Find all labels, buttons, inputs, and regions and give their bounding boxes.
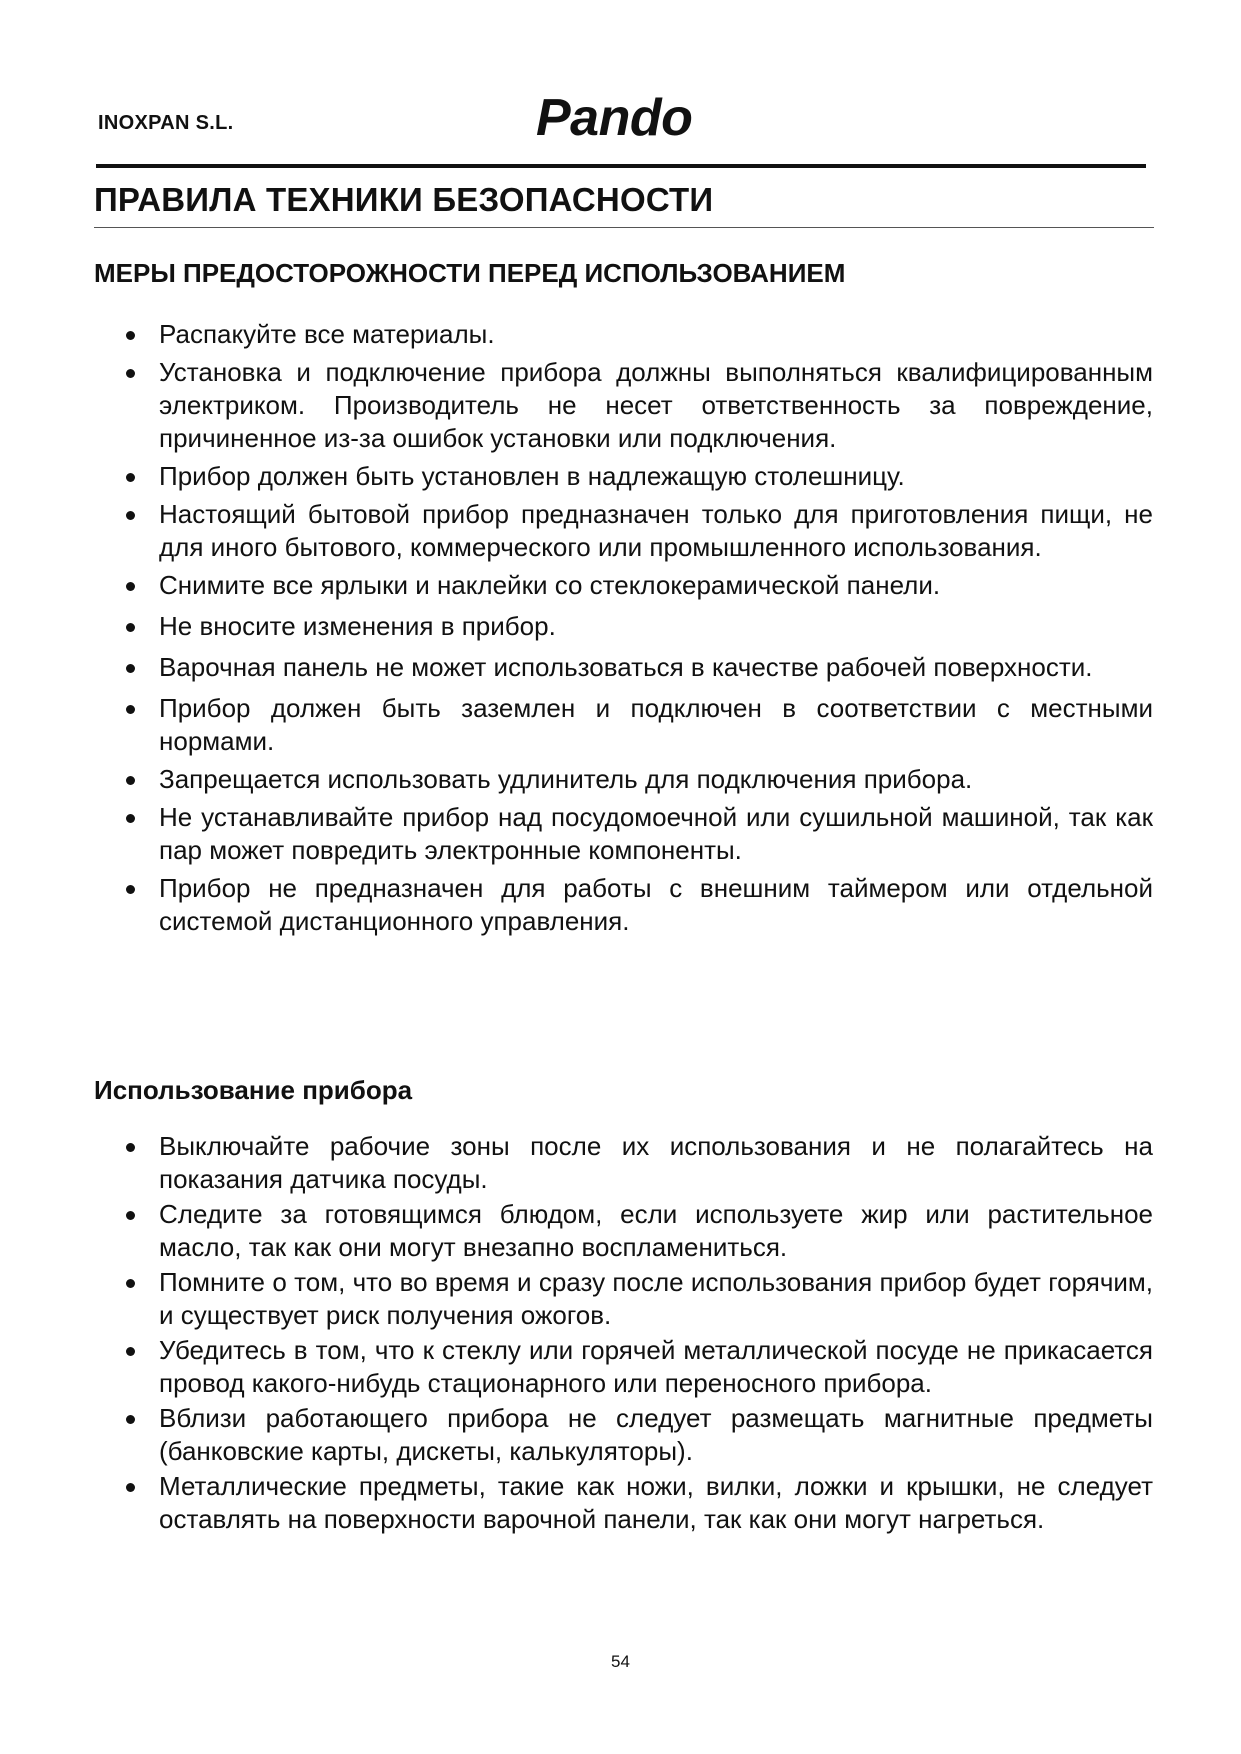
company-name: INOXPAN S.L.: [98, 112, 234, 134]
bullet-icon: [126, 1415, 135, 1424]
bullet-icon: [126, 623, 135, 632]
precautions-list: [0, 318, 1241, 943]
list-item: [0, 872, 1153, 938]
list-item-text: Помните о том, что во время и сразу после использования прибор будет горячим, и существует риск получения ожогов.: [159, 1267, 1153, 1330]
list-item-text: Прибор должен быть установлен в надлежащую столешницу.: [159, 461, 905, 491]
list-item: [0, 1266, 1153, 1332]
bullet-icon: [126, 1483, 135, 1492]
list-item-text: Следите за готовящимся блюдом, если используете жир или растительное масло, так как они могут внезапно воспламениться.: [159, 1199, 1153, 1262]
list-item: [0, 569, 1153, 602]
title-divider: [94, 227, 1154, 228]
section-heading-precautions: МЕРЫ ПРЕДОСТОРОЖНОСТИ ПЕРЕД ИСПОЛЬЗОВАНИЕМ: [94, 258, 846, 288]
bullet-icon: [126, 776, 135, 785]
list-item-text: Прибор должен быть заземлен и подключен в соответствии с местными нормами.: [159, 693, 1153, 756]
bullet-icon: [126, 1143, 135, 1152]
list-item: [0, 318, 1153, 351]
list-item: [0, 1334, 1153, 1400]
list-item-text: Установка и подключение прибора должны выполняться квалифицированным электриком. Производитель не несет ответственность за повреждение, причиненное из-за ошибок установки или подключения.: [159, 357, 1153, 453]
list-item-text: Запрещается использовать удлинитель для подключения прибора.: [159, 764, 973, 794]
list-item-text: Выключайте рабочие зоны после их использования и не полагайтесь на показания датчика посуды.: [159, 1131, 1153, 1194]
list-item: [0, 651, 1153, 684]
list-item-text: Металлические предметы, такие как ножи, вилки, ложки и крышки, не следует оставлять на поверхности варочной панели, так как они могут нагреться.: [159, 1471, 1153, 1534]
list-item: [0, 763, 1153, 796]
bullet-icon: [126, 885, 135, 894]
list-item: [0, 1130, 1153, 1196]
list-item-text: Вблизи работающего прибора не следует размещать магнитные предметы (банковские карты, дискеты, калькуляторы).: [159, 1403, 1153, 1466]
list-item: [0, 1470, 1153, 1536]
bullet-icon: [126, 664, 135, 673]
list-item: [0, 610, 1153, 643]
page-number: 54: [611, 1652, 630, 1671]
bullet-icon: [126, 1211, 135, 1220]
usage-list: [0, 1130, 1241, 1538]
list-item-text: Варочная панель не может использоваться в качестве рабочей поверхности.: [159, 652, 1093, 682]
brand-logo: Pando: [536, 89, 693, 147]
bullet-icon: [126, 582, 135, 591]
section-heading-usage: Использование прибора: [94, 1075, 413, 1105]
list-item: [0, 356, 1153, 455]
bullet-icon: [126, 814, 135, 823]
list-item-text: Прибор не предназначен для работы с внешним таймером или отдельной системой дистанционного управления.: [159, 873, 1153, 936]
list-item: [0, 460, 1153, 493]
header-divider: [96, 164, 1146, 168]
list-item-text: Настоящий бытовой прибор предназначен только для приготовления пищи, не для иного бытового, коммерческого или промышленного использования.: [159, 499, 1153, 562]
list-item-text: Убедитесь в том, что к стеклу или горячей металлической посуде не прикасается провод какого-нибудь стационарного или переносного прибора.: [159, 1335, 1153, 1398]
bullet-icon: [126, 331, 135, 340]
list-item: [0, 1402, 1153, 1468]
list-item: [0, 692, 1153, 758]
list-item-text: Снимите все ярлыки и наклейки со стеклокерамической панели.: [159, 570, 941, 600]
bullet-icon: [126, 473, 135, 482]
bullet-icon: [126, 1279, 135, 1288]
list-item: [0, 801, 1153, 867]
list-item-text: Не устанавливайте прибор над посудомоечной или сушильной машиной, так как пар может повредить электронные компоненты.: [159, 802, 1153, 865]
list-item-text: Не вносите изменения в прибор.: [159, 611, 556, 641]
list-item-text: Распакуйте все материалы.: [159, 319, 495, 349]
page-title: ПРАВИЛА ТЕХНИКИ БЕЗОПАСНОСТИ: [94, 181, 714, 218]
list-item: [0, 1198, 1153, 1264]
bullet-icon: [126, 1347, 135, 1356]
list-item: [0, 498, 1153, 564]
bullet-icon: [126, 369, 135, 378]
bullet-icon: [126, 705, 135, 714]
bullet-icon: [126, 511, 135, 520]
